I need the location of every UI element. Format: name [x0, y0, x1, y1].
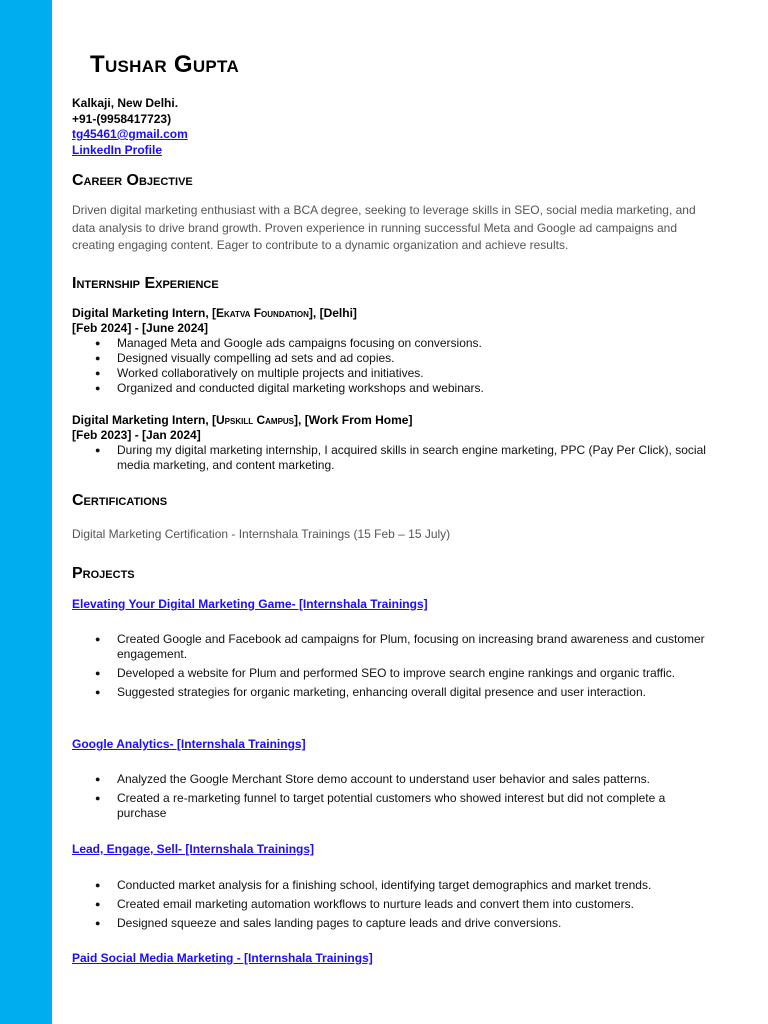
list-item: ● Created a re-marketing funnel to target potential customers who showed interest but did not complete a purchase — [72, 791, 712, 821]
linkedin-link[interactable]: LinkedIn Profile — [72, 142, 163, 157]
phone: +91-(9958417723) — [72, 111, 172, 126]
certification-text: Digital Marketing Certification - Internshala Trainings (15 Feb – 15 July) — [72, 527, 451, 541]
project-bullets — [72, 772, 712, 825]
list-item: ● Managed Meta and Google ads campaigns focusing on conversions. — [72, 336, 484, 351]
list-item: ● Conducted market analysis for a finishing school, identifying target demographics and market trends. — [72, 878, 712, 893]
address: Kalkaji, New Delhi. — [72, 96, 179, 110]
list-item: ● Designed squeeze and sales landing pages to capture leads and drive conversions. — [72, 916, 712, 931]
list-item: ● Developed a website for Plum and performed SEO to improve search engine rankings and organic traffic. — [72, 666, 712, 681]
list-item: ● Organized and conducted digital marketing workshops and webinars. — [72, 381, 484, 396]
career-objective-text: Driven digital marketing enthusiast with a BCA degree, seeking to leverage skills in SEO, social media marketing, and data analysis to drive brand growth. Proven experience in running successful Meta and Google ad campaigns and creating engaging content. Eager to contribute to a dynamic organization and achieve results. — [72, 203, 696, 252]
contact-block — [72, 96, 188, 158]
career-objective-heading: Career Objective — [72, 172, 193, 189]
role-title-suffix: ], [Delhi] — [308, 306, 357, 320]
role-title — [72, 306, 484, 321]
role-organization: Upskill Campus — [216, 413, 295, 427]
email-link[interactable]: tg45461@gmail.com — [72, 127, 188, 141]
list-item: ● Designed visually compelling ad sets and ad copies. — [72, 351, 484, 366]
certifications-heading: Certifications — [72, 492, 168, 509]
projects-heading: Projects — [72, 565, 135, 582]
role-title-prefix: Digital Marketing Intern, [ — [72, 306, 217, 320]
project-link[interactable]: Lead, Engage, Sell- [Internshala Trainings] — [72, 842, 315, 856]
role-dates: [Feb 2024] - [June 2024] — [72, 321, 209, 335]
sidebar-accent-bar — [0, 0, 52, 1024]
list-item: ● Created email marketing automation workflows to nurture leads and convert them into customers. — [72, 897, 712, 912]
role-organization: Ekatva Foundation — [216, 306, 309, 320]
role-bullets — [72, 443, 712, 473]
internship-role — [72, 306, 484, 396]
internship-heading: Internship Experience — [72, 275, 219, 292]
role-title-suffix: ], [Work From Home] — [294, 413, 413, 427]
internship-role — [72, 413, 712, 473]
list-item: ● Worked collaboratively on multiple projects and initiatives. — [72, 366, 484, 381]
project-link[interactable]: Google Analytics- [Internshala Trainings] — [72, 737, 306, 751]
list-item: ● During my digital marketing internship, I acquired skills in search engine marketing, PPC (Pay Per Click), social media marketing, and content marketing. — [72, 443, 712, 473]
role-dates: [Feb 2023] - [Jan 2024] — [72, 428, 201, 442]
project-link[interactable]: Paid Social Media Marketing - [Internshala Trainings] — [72, 951, 373, 965]
role-title — [72, 413, 712, 428]
list-item: ● Created Google and Facebook ad campaigns for Plum, focusing on increasing brand awareness and customer engagement. — [72, 632, 712, 662]
role-bullets — [72, 336, 484, 396]
role-title-prefix: Digital Marketing Intern, [ — [72, 413, 217, 427]
project-link[interactable]: Elevating Your Digital Marketing Game- [Internshala Trainings] — [72, 597, 428, 611]
list-item: ● Suggested strategies for organic marketing, enhancing overall digital presence and user interaction. — [72, 685, 712, 700]
project-bullets — [72, 878, 712, 935]
candidate-name: Tushar Gupta — [90, 51, 240, 78]
project-bullets — [72, 632, 712, 704]
list-item: ● Analyzed the Google Merchant Store demo account to understand user behavior and sales patterns. — [72, 772, 712, 787]
